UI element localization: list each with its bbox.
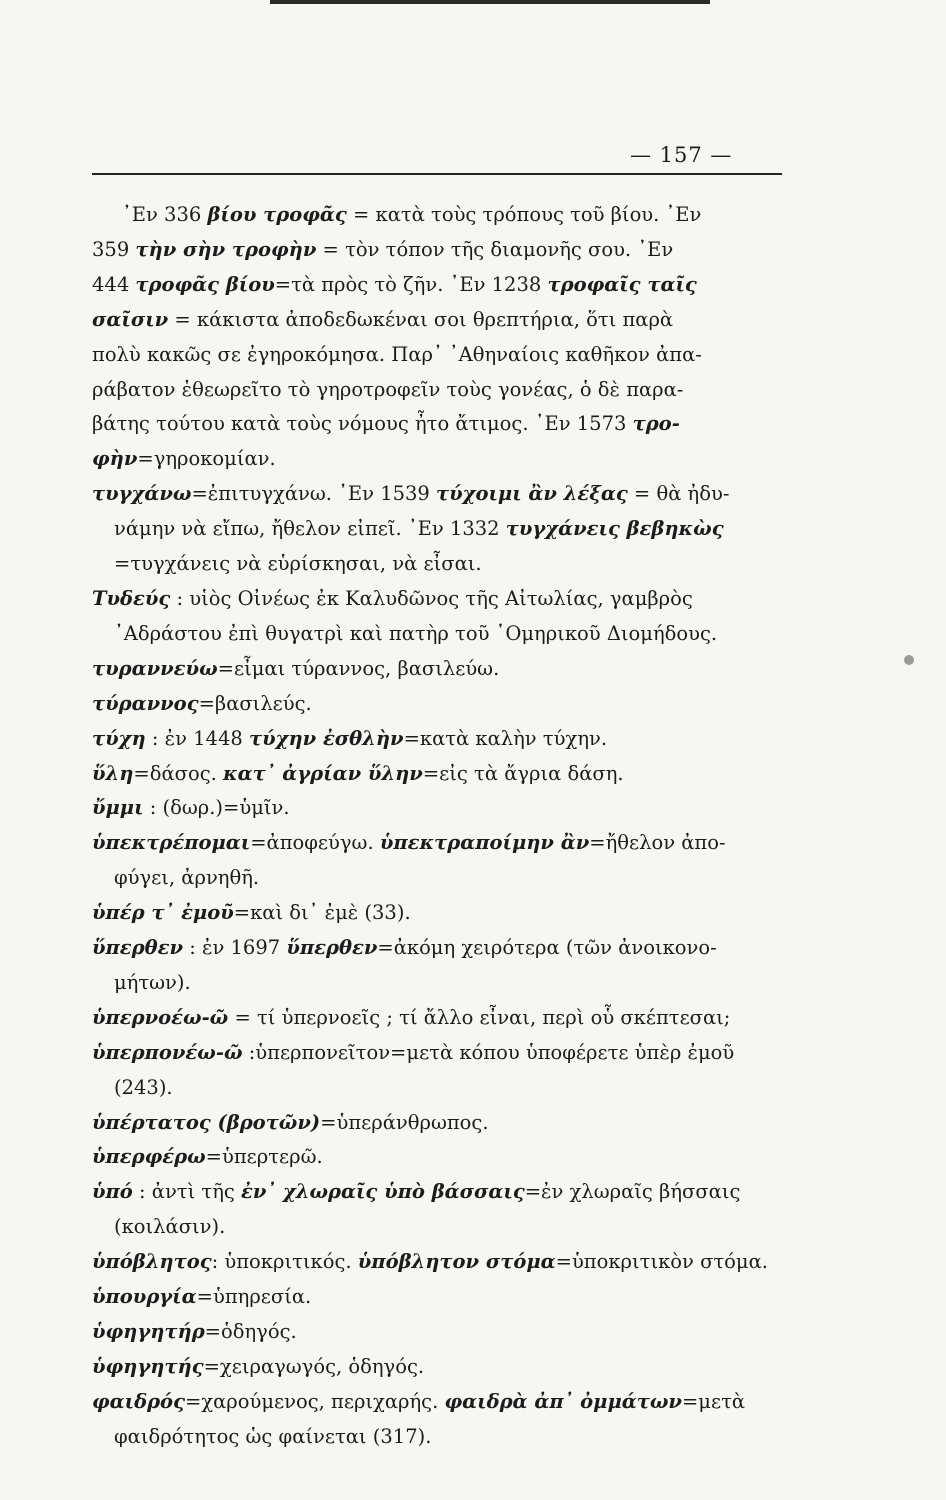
entry-hypektrepomai — [92, 826, 792, 896]
text-span: βάτης τούτου κατὰ τοὺς νόμους ἦτο ἄτιμος. ᾿Εν 1573 — [92, 412, 633, 436]
headword: ὑπόβλητον στόμα — [357, 1250, 556, 1274]
text-span: : υἱὸς Οἰνέως ἐκ Καλυδῶνος τῆς Αἰτωλίας, γαμβρὸς — [170, 586, 693, 610]
headword: Τυδεύς — [92, 586, 171, 610]
headword: τύχοιμι ἂν λέξας — [436, 482, 628, 506]
headword: τυραννεύω — [92, 656, 218, 680]
text-span: =δάσος. — [133, 761, 224, 785]
entry-hyper — [92, 896, 792, 931]
entry-tyranneuo — [92, 652, 792, 687]
text-span: φύγει, ἀρνηθῆ. — [114, 866, 260, 890]
entry-hypernoeo — [92, 1001, 792, 1036]
text-span: : (δωρ.)=ὑμῖν. — [143, 796, 290, 820]
text-span: = τὸν τόπον τῆς διαμονῆς σου. ᾿Εν — [316, 237, 674, 261]
headword: ὕπερθεν — [92, 936, 184, 960]
entry-hypourgia — [92, 1280, 792, 1315]
entry-phaidros — [92, 1385, 792, 1455]
headword: ὑπέρ τ᾿ ἐμοῦ — [92, 901, 234, 925]
text-span: =μετὰ — [681, 1389, 746, 1413]
headword: ὑπεκτραποίμην ἂν — [379, 831, 590, 855]
headword: ὑπεκτρέπομαι — [92, 831, 251, 855]
text-span: μήτων). — [114, 970, 191, 994]
text-span: =τὰ πρὸς τὸ ζῆν. ᾿Εν 1238 — [274, 272, 548, 296]
headword: κατ᾿ ἀγρίαν ὕλην — [223, 761, 423, 785]
text-span: : ὑποκριτικός. — [211, 1250, 358, 1274]
entry-tyche — [92, 722, 792, 757]
text-span: =ὑπερτερῶ. — [205, 1145, 323, 1169]
text-span: : ἀντὶ τῆς — [132, 1180, 242, 1204]
text-span: =ἐπιτυγχάνω. ᾿Εν 1539 — [191, 482, 437, 506]
entry-tygchano — [92, 477, 792, 582]
headword: τροφᾶς βίου — [135, 272, 275, 296]
text-span: =βασιλεύς. — [198, 691, 312, 715]
headword: τύχην ἐσθλὴν — [248, 726, 404, 750]
headword: τροφαῖς ταῖς — [547, 272, 697, 296]
headword: ὑπουργία — [92, 1285, 197, 1309]
text-span: :ὑπερπονεῖτον=μετὰ κόπου ὑποφέρετε ὑπὲρ ἐμοῦ — [242, 1040, 735, 1064]
lexicon-text — [92, 198, 792, 1455]
text-span: = θὰ ἠδυ- — [627, 482, 730, 506]
text-span: (κοιλάσιν). — [114, 1215, 226, 1239]
text-span: ᾿Αδράστου ἐπὶ θυγατρὶ καὶ πατὴρ τοῦ ῾Ομηρικοῦ Διομήδους. — [114, 621, 718, 645]
text-span: =ὁδηγός. — [204, 1320, 297, 1343]
headword: ὑπερφέρω — [92, 1145, 206, 1169]
headword: ἐν᾿ χλωραῖς ὑπὸ βάσσαις — [241, 1180, 525, 1204]
entry-hyperponeo — [92, 1036, 792, 1106]
text-span: = κάκιστα ἀποδεδωκέναι σοι θρεπτήρια, ὅτι παρὰ — [168, 307, 674, 331]
text-span: : ἐν 1697 — [183, 936, 287, 960]
text-span: =γηροκομίαν. — [137, 447, 276, 471]
text-span: =ὑπεράνθρωπος. — [320, 1110, 489, 1134]
text-span: 444 — [92, 272, 136, 296]
text-span: 359 — [92, 237, 136, 261]
headword: ὑπόβλητος — [92, 1250, 212, 1274]
headword: ὑπό — [92, 1180, 133, 1204]
headword: τὴν σὴν τροφὴν — [135, 237, 317, 261]
headword: τύραννος — [92, 691, 199, 715]
headword: σαῖσιν — [92, 307, 169, 331]
entry-hyphegeter — [92, 1315, 792, 1350]
text-line — [92, 198, 792, 233]
page-top-edge — [270, 0, 710, 4]
text-line: ράβατον ἐθεωρεῖτο τὸ γηροτροφεῖν τοὺς γονέας, ὁ δὲ παρα- — [92, 377, 684, 401]
entry-hypertthen — [92, 931, 792, 1001]
text-span: =ἤθελον ἀπο- — [589, 831, 726, 855]
text-span: =ἀποφεύγω. — [250, 831, 380, 855]
text-span: =εἰς τὰ ἄγρια δάση. — [422, 761, 624, 785]
text-line: πολὺ κακῶς σε ἐγηροκόμησα. Παρ᾿ ᾿Αθηναίοις καθῆκον ἀπα- — [92, 342, 702, 366]
headword: τρο- — [632, 412, 680, 436]
text-span: =κατὰ καλὴν τύχην. — [403, 726, 608, 750]
text-span: =καὶ δι᾿ ἐμὲ (33). — [233, 901, 411, 925]
headword: φαιδρὰ ἀπ᾿ ὀμμάτων — [444, 1389, 682, 1413]
entry-hymmi — [92, 791, 792, 826]
headword: ὑπέρτατος (βροτῶν) — [92, 1110, 321, 1134]
text-span: = κατὰ τοὺς τρόπους τοῦ βίου. ᾿Εν — [346, 203, 702, 226]
header-rule — [92, 173, 782, 175]
text-span: =ἐν χλωραῖς βήσσαις — [524, 1180, 741, 1204]
headword: ὔμμι — [92, 796, 144, 820]
entry-hyle — [92, 757, 792, 792]
text-span: = τί ὑπερνοεῖς ; τί ἄλλο εἶναι, περὶ οὗ σκέπτεσαι; — [228, 1005, 731, 1029]
headword: φαιδρός — [92, 1389, 185, 1413]
margin-speck — [904, 655, 914, 665]
text-span: =ὑποκριτικὸν στόμα. — [555, 1250, 768, 1274]
text-line — [92, 268, 792, 303]
entry-hyphegetes — [92, 1350, 792, 1385]
text-span: ᾿Εν 336 — [122, 203, 208, 226]
headword: τυγχάνω — [92, 482, 192, 506]
text-line — [92, 233, 792, 268]
text-span: =ὑπηρεσία. — [196, 1285, 312, 1309]
headword: ὑφηγητής — [92, 1354, 204, 1378]
text-span: : ἐν 1448 — [145, 726, 249, 750]
entry-hypo — [92, 1175, 792, 1245]
headword: ὑφηγητήρ — [92, 1320, 205, 1343]
headword: ὕπερθεν — [286, 936, 378, 960]
text-line — [92, 407, 792, 442]
text-line — [92, 303, 792, 338]
headword: βίου τροφᾶς — [207, 203, 347, 226]
headword: ὑπερνοέω-ῶ — [92, 1005, 229, 1029]
headword: φὴν — [92, 447, 138, 471]
entry-hypertatos — [92, 1106, 792, 1141]
entry-tydeus — [92, 582, 792, 652]
page-number: — 157 — — [630, 143, 733, 167]
text-span: νάμην νὰ εἴπω, ἤθελον εἰπεῖ. ᾿Εν 1332 — [114, 517, 506, 541]
entry-hyperphero — [92, 1140, 792, 1175]
headword: ὑπερπονέω-ῶ — [92, 1040, 243, 1064]
text-span: (243). — [114, 1075, 173, 1099]
headword: τυγχάνεις βεβηκὼς — [505, 517, 724, 541]
text-span: =χειραγωγός, ὁδηγός. — [203, 1354, 425, 1378]
text-span: =χαρούμενος, περιχαρής. — [184, 1389, 445, 1413]
text-span: =ἀκόμη χειρότερα (τῶν ἀνοικονο- — [377, 936, 717, 960]
text-span: =εἶμαι τύραννος, βασιλεύω. — [217, 656, 500, 680]
text-line — [92, 442, 792, 477]
entry-tyrannos — [92, 687, 792, 722]
text-span: φαιδρότητος ὡς φαίνεται (317). — [114, 1424, 432, 1448]
entry-hypobletos — [92, 1245, 792, 1280]
headword: τύχη — [92, 726, 146, 750]
headword: ὕλη — [92, 761, 134, 785]
text-span: =τυγχάνεις νὰ εὑρίσκησαι, νὰ εἶσαι. — [114, 552, 482, 576]
